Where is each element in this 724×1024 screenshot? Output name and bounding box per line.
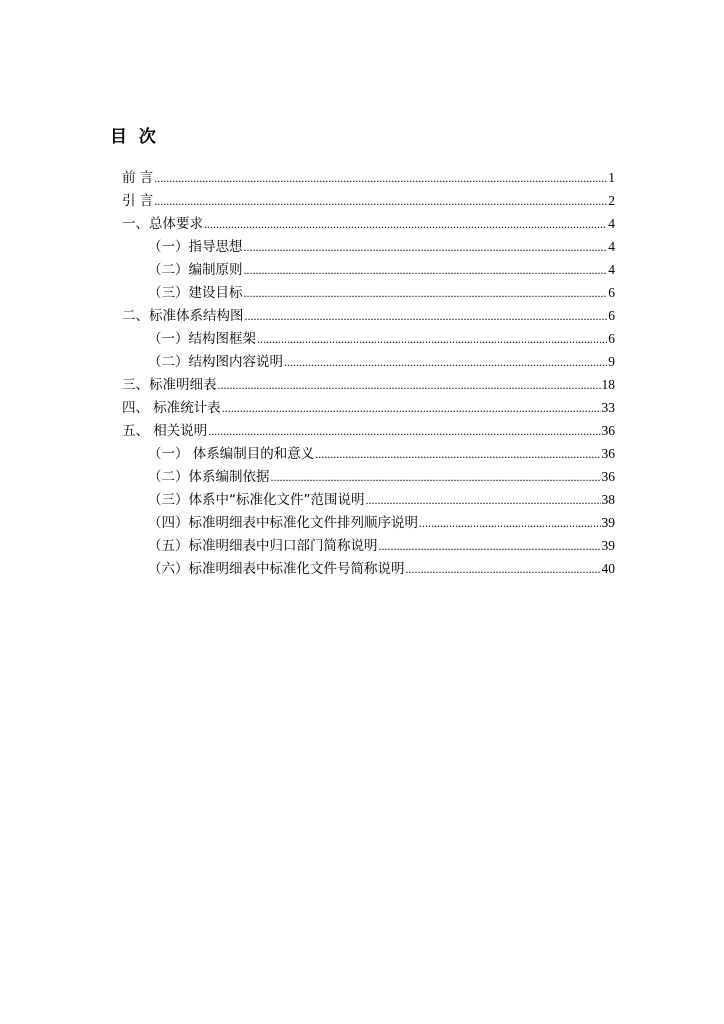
toc-entry[interactable] [122, 488, 615, 511]
toc-entry[interactable] [122, 166, 615, 189]
dot-leader [271, 466, 601, 489]
toc-page-number: 36 [601, 469, 615, 484]
dot-leader [244, 282, 608, 305]
toc-entry-label: （四）标准明细表中标准化文件排列顺序说明 [148, 515, 418, 531]
dot-leader [222, 397, 601, 420]
toc-page-number: 6 [608, 308, 615, 323]
toc-entry[interactable] [122, 419, 615, 442]
toc-entry-label: （五）标准明细表中归口部门简称说明 [148, 538, 378, 554]
dot-leader [154, 167, 607, 190]
toc-entry-label: 四、 标准统计表 [122, 400, 221, 416]
toc-page-number: 4 [608, 262, 615, 277]
toc-entry[interactable] [122, 557, 615, 580]
toc-entry-label: （一）结构图框架 [148, 331, 256, 347]
toc-title: 目 次 [110, 127, 159, 147]
toc-page-number: 1 [608, 170, 615, 185]
toc-page-number: 33 [601, 400, 615, 415]
dot-leader [284, 351, 607, 374]
toc-page-number: 38 [601, 492, 615, 507]
toc-entry[interactable] [122, 258, 615, 281]
toc-entry[interactable] [122, 511, 615, 534]
dot-leader [257, 328, 607, 351]
toc-page-number: 40 [601, 561, 615, 576]
toc-entry[interactable] [122, 189, 615, 212]
toc-entry[interactable] [122, 327, 615, 350]
toc-page-number: 2 [608, 193, 615, 208]
toc-entry-label: （一）指导思想 [148, 239, 243, 255]
dot-leader [218, 374, 601, 397]
toc-entry-label: （二）体系编制依据 [148, 469, 270, 485]
toc-entry[interactable] [122, 235, 615, 258]
toc-page-number: 36 [601, 423, 615, 438]
dot-leader [366, 489, 601, 512]
dot-leader [379, 535, 601, 558]
dot-leader [208, 420, 600, 443]
dot-leader [406, 558, 601, 581]
toc-entry-label: （一） 体系编制目的和意义 [148, 446, 315, 462]
toc-page-number: 6 [608, 331, 615, 346]
table-of-contents [122, 166, 615, 580]
toc-entry[interactable] [122, 350, 615, 373]
toc-page-number: 18 [601, 377, 615, 392]
toc-page-number: 4 [608, 239, 615, 254]
toc-page-number: 4 [608, 216, 615, 231]
dot-leader [315, 443, 600, 466]
toc-entry-label: 前 言 [122, 170, 154, 186]
toc-entry[interactable] [122, 465, 615, 488]
toc-entry-label: 五、 相关说明 [122, 423, 208, 439]
toc-page-number: 6 [608, 285, 615, 300]
toc-entry-label: （二）编制原则 [148, 262, 243, 278]
toc-entry-label: （三）体系中“标准化文件”范围说明 [148, 492, 365, 508]
toc-entry-label: 一、总体要求 [122, 216, 203, 232]
toc-page-number: 36 [601, 446, 615, 461]
toc-entry-label: （三）建设目标 [148, 285, 243, 301]
dot-leader [244, 259, 608, 282]
dot-leader [244, 236, 608, 259]
toc-entry[interactable] [122, 534, 615, 557]
toc-entry-label: （六）标准明细表中标准化文件号简称说明 [148, 561, 405, 577]
toc-entry-label: 引 言 [122, 193, 154, 209]
dot-leader [154, 190, 607, 213]
toc-entry[interactable] [122, 442, 615, 465]
toc-page-number: 9 [608, 354, 615, 369]
toc-entry-label: 三、标准明细表 [122, 377, 217, 393]
toc-page-number: 39 [601, 538, 615, 553]
toc-entry[interactable] [122, 373, 615, 396]
toc-entry[interactable] [122, 212, 615, 235]
dot-leader [245, 305, 608, 328]
dot-leader [419, 512, 601, 535]
toc-entry[interactable] [122, 396, 615, 419]
toc-entry[interactable] [122, 281, 615, 304]
toc-entry[interactable] [122, 304, 615, 327]
toc-entry-label: 二、标准体系结构图 [122, 308, 244, 324]
toc-page-number: 39 [601, 515, 615, 530]
toc-entry-label: （二）结构图内容说明 [148, 354, 283, 370]
dot-leader [204, 213, 607, 236]
